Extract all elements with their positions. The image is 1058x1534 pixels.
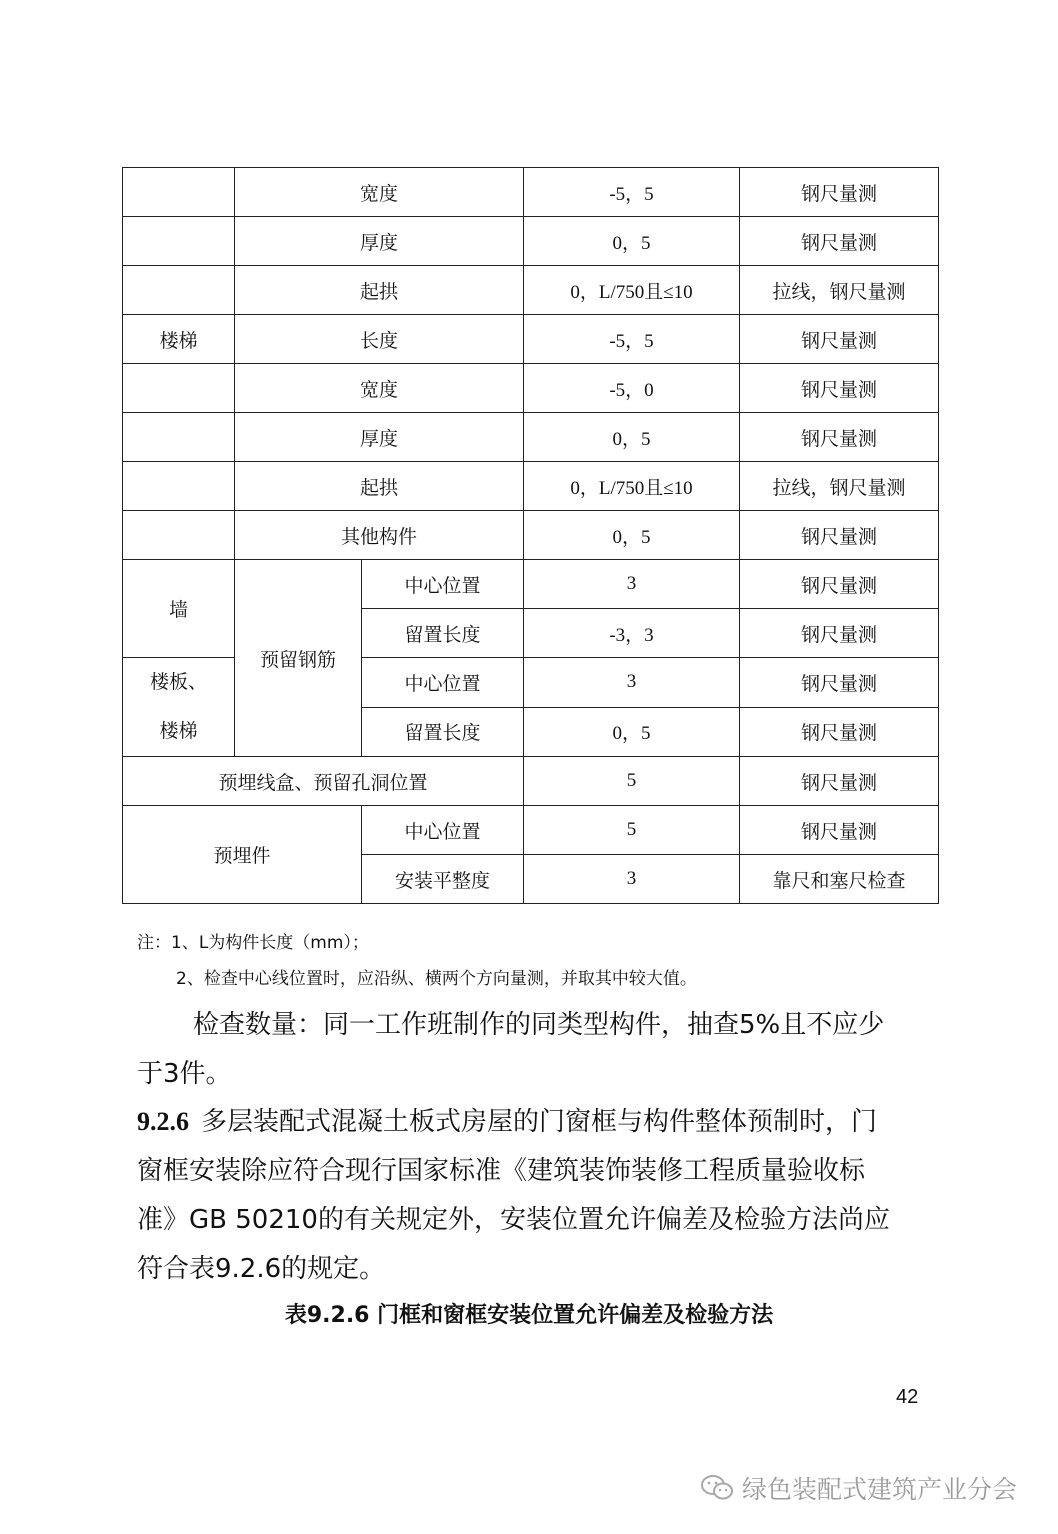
clause-text: 多层装配式混凝土板式房屋的门窗框与构件整体预制时，门 xyxy=(201,1107,878,1137)
table-cell: 0，L/750且≤10 xyxy=(524,266,740,315)
table-cell: 宽度 xyxy=(235,364,524,413)
table-cell: 钢尺量测 xyxy=(740,757,939,806)
table-cell: 5 xyxy=(524,806,740,855)
page-number: 42 xyxy=(896,1386,919,1408)
table-cell-group: 预埋件 xyxy=(123,806,362,904)
table-row xyxy=(123,560,939,609)
table-cell xyxy=(123,413,235,462)
table-cell: 3 xyxy=(524,855,740,904)
table-cell: 厚度 xyxy=(235,217,524,266)
table-cell: 拉线，钢尺量测 xyxy=(740,266,939,315)
table-cell-category: 预留钢筋 xyxy=(235,560,362,757)
table-cell: 中心位置 xyxy=(362,658,524,708)
table-cell: 长度 xyxy=(235,315,524,364)
group-line: 楼板、 xyxy=(149,671,207,693)
clause-line: 符合表9.2.6的规定。 xyxy=(137,1254,386,1284)
table-row xyxy=(123,364,939,413)
table-cell: -5，5 xyxy=(524,168,740,217)
table-row xyxy=(123,266,939,315)
table-cell: 厚度 xyxy=(235,413,524,462)
tolerance-table xyxy=(122,167,939,904)
table-cell: 拉线，钢尺量测 xyxy=(740,462,939,511)
inspection-line: 于3件。 xyxy=(137,1059,232,1089)
table-cell: 3 xyxy=(524,560,740,609)
table-cell xyxy=(123,511,235,560)
table-cell: -3，3 xyxy=(524,609,740,658)
table-row xyxy=(123,806,939,855)
table-cell: 0，5 xyxy=(524,511,740,560)
table-cell: 0，5 xyxy=(524,413,740,462)
watermark-text: 绿色装配式建筑产业分会 xyxy=(742,1475,1018,1504)
table-cell: 0，L/750且≤10 xyxy=(524,462,740,511)
wechat-icon xyxy=(700,1474,734,1502)
clause-line: 准》GB 50210的有关规定外，安装位置允许偏差及检验方法尚应 xyxy=(137,1205,890,1235)
clause-number: 9.2.6 xyxy=(137,1107,189,1136)
table-row xyxy=(123,413,939,462)
table-note-2: 2、检查中心线位置时，应沿纵、横两个方向量测，并取其中较大值。 xyxy=(176,969,697,989)
table-cell-group: 墙 xyxy=(123,560,235,658)
table-cell: 钢尺量测 xyxy=(740,315,939,364)
watermark xyxy=(700,1470,1017,1506)
table-cell: -5，5 xyxy=(524,315,740,364)
table-cell: 0，5 xyxy=(524,707,740,757)
table-row xyxy=(123,315,939,364)
table-cell: -5，0 xyxy=(524,364,740,413)
table-row xyxy=(123,511,939,560)
table-row xyxy=(123,462,939,511)
table-cell: 留置长度 xyxy=(362,609,524,658)
table-row xyxy=(123,168,939,217)
table-cell: 钢尺量测 xyxy=(740,511,939,560)
table-cell: 预埋线盒、预留孔洞位置 xyxy=(123,757,524,806)
table-cell-group xyxy=(123,658,235,757)
table-cell xyxy=(123,168,235,217)
table-cell: 起拱 xyxy=(235,266,524,315)
table-cell: 钢尺量测 xyxy=(740,364,939,413)
table-cell: 其他构件 xyxy=(235,511,524,560)
clause-paragraph xyxy=(137,1097,927,1294)
inspection-line: 检查数量：同一工作班制作的同类型构件，抽查5%且不应少 xyxy=(193,1010,885,1040)
table-cell-group: 楼梯 xyxy=(123,315,235,364)
table-cell: 钢尺量测 xyxy=(740,168,939,217)
table-row xyxy=(123,757,939,806)
table-cell: 中心位置 xyxy=(362,560,524,609)
clause-line: 窗框安装除应符合现行国家标准《建筑装饰装修工程质量验收标 xyxy=(137,1156,866,1186)
table-cell: 钢尺量测 xyxy=(740,217,939,266)
table-cell: 中心位置 xyxy=(362,806,524,855)
table-row xyxy=(123,217,939,266)
table-cell xyxy=(123,462,235,511)
table-cell xyxy=(123,364,235,413)
group-line: 楼梯 xyxy=(159,720,198,742)
inspection-paragraph xyxy=(137,1001,927,1099)
table-caption: 表9.2.6 门框和窗框安装位置允许偏差及检验方法 xyxy=(284,1303,774,1328)
table-note-1: 注：1、L为构件长度（mm）； xyxy=(137,933,369,953)
table-cell: 靠尺和塞尺检查 xyxy=(740,855,939,904)
table-cell xyxy=(123,217,235,266)
table-cell: 钢尺量测 xyxy=(740,707,939,757)
table-cell: 钢尺量测 xyxy=(740,806,939,855)
table-cell xyxy=(123,266,235,315)
table-cell: 安装平整度 xyxy=(362,855,524,904)
table-cell: 钢尺量测 xyxy=(740,560,939,609)
table-cell: 留置长度 xyxy=(362,707,524,757)
table-cell: 起拱 xyxy=(235,462,524,511)
table-cell: 钢尺量测 xyxy=(740,413,939,462)
table-cell: 钢尺量测 xyxy=(740,609,939,658)
table-cell: 钢尺量测 xyxy=(740,658,939,708)
table-cell: 5 xyxy=(524,757,740,806)
clause-line xyxy=(137,1097,927,1147)
table-cell: 宽度 xyxy=(235,168,524,217)
table-cell: 0，5 xyxy=(524,217,740,266)
table-cell: 3 xyxy=(524,658,740,708)
